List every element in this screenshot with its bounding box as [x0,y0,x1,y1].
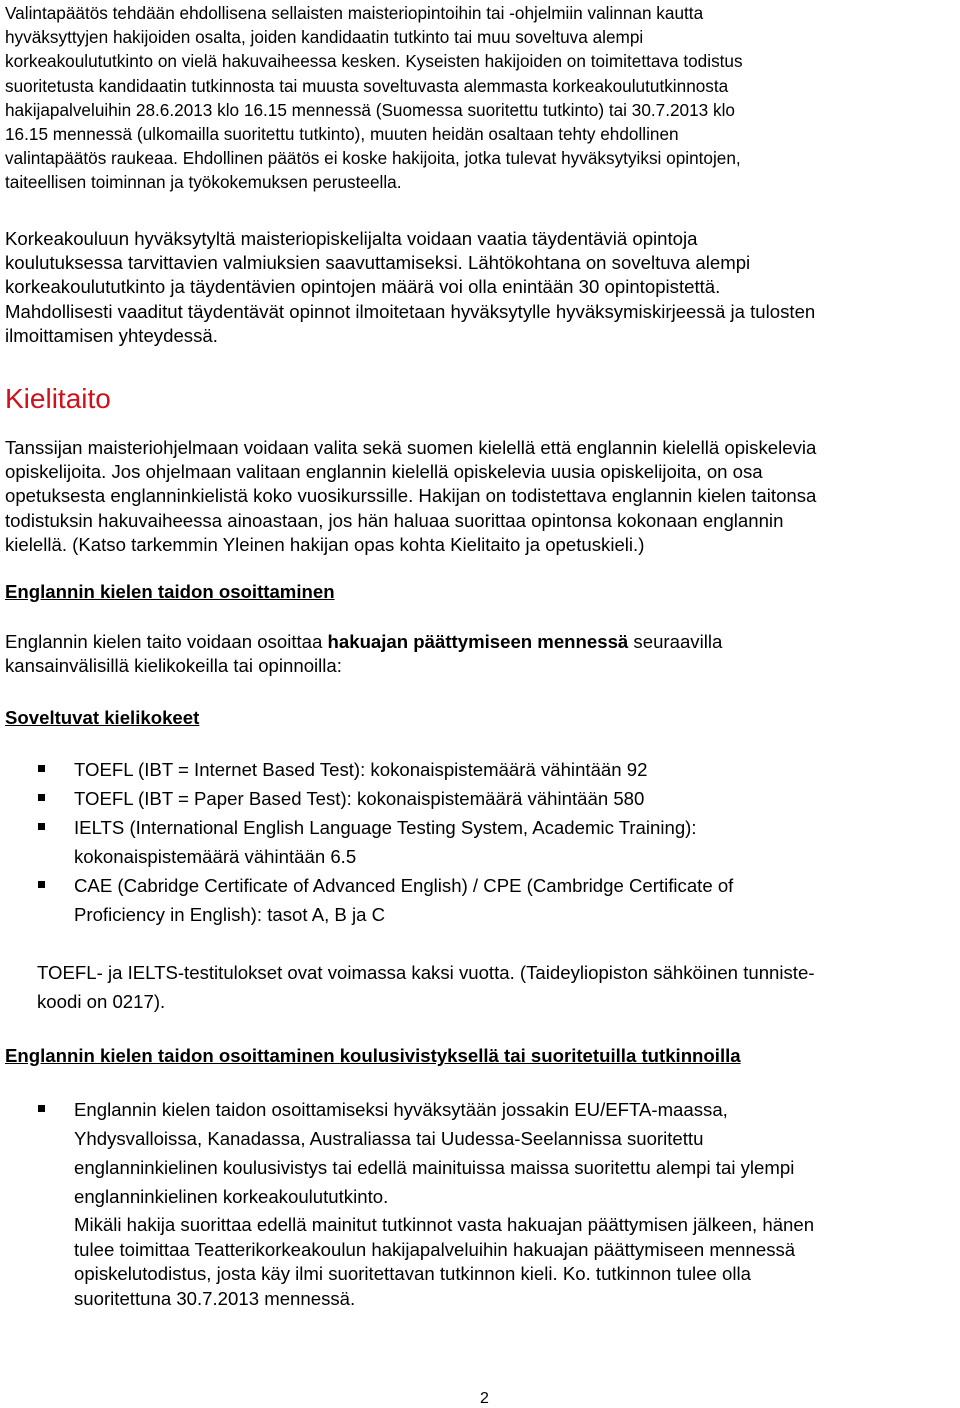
subheading-schooling [5,1044,741,1068]
subheading-language-tests-text: Soveltuvat kielikokeet [5,707,200,728]
language-line: opiskelijoita. Jos ohjelmaan valitaan englannin kielellä opiskelevia uusia opiskelijoita, on osa [5,461,763,483]
list-item-text: TOEFL (IBT = Paper Based Test): kokonaispistemäärä vähintään 580 [74,788,645,809]
list-item-text: IELTS (International English Language Testing System, Academic Training): [74,817,697,838]
validity-line: TOEFL- ja IELTS-testitulokset ovat voimassa kaksi vuotta. (Taideyliopiston sähköinen tunniste- [37,962,815,983]
list-item [35,755,955,784]
language-line: kielellä. (Katso tarkemmin Yleinen hakijan opas kohta Kielitaito ja opetuskieli.) [5,533,645,555]
intro-line: suoritetusta kandidaatin tutkinnosta tai muusta soveltuvasta alemmasta korkeakoulututkinnosta [5,75,729,96]
square-bullet-icon [38,794,45,801]
page-number: 2 [480,1390,489,1407]
square-bullet-icon [38,765,45,772]
list-item-text: TOEFL (IBT = Internet Based Test): kokonaispistemäärä vähintään 92 [74,759,648,780]
language-tests-list [35,755,955,929]
supplementary-line: koulutuksessa tarvittavien valmiuksien saavuttamiseksi. Lähtökohtana on soveltuva alempi [5,252,751,274]
language-line: opetuksesta englanninkielistä koko vuosikurssille. Hakijan on todistettava englannin kielen taitonsa [5,485,817,507]
square-bullet-icon [38,823,45,830]
intro-line: hyväksyttyjen hakijoiden osalta, joiden kandidaatin tutkinto tai muu soveltuva alempi [5,27,644,48]
square-bullet-icon [38,881,45,888]
list-item-text: Englannin kielen taidon osoittamiseksi hyväksytään jossakin EU/EFTA-maassa, [74,1099,728,1120]
proof-text-before: Englannin kielen taito voidaan osoittaa [5,631,328,652]
subheading-english-proof [5,580,335,604]
list-item [35,1095,955,1211]
intro-line: taiteellisen toiminnan ja työkokemuksen perusteella. [5,172,402,193]
proof-text-after: seuraavilla [628,631,723,652]
late-degree-line: Mikäli hakija suorittaa edellä mainitut tutkinnot vasta hakuajan päättymisen jälkeen, hänen [74,1214,815,1235]
intro-line: 16.15 mennessä (ulkomailla suoritettu tutkinto), muuten heidän osaltaan tehty ehdollinen [5,124,679,145]
language-paragraph [5,436,816,557]
proof-text-bold: hakuajan päättymiseen mennessä [327,631,629,652]
late-degree-paragraph [74,1213,954,1311]
proof-paragraph [5,630,722,678]
intro-line: korkeakoulututkinto on vielä hakuvaiheessa kesken. Kyseisten hakijoiden on toimitettava todistus [5,51,743,72]
proof-line: kansainvälisillä kielikokeilla tai opinnoilla: [5,655,342,677]
language-line: todistuksin hakuvaiheessa ainoastaan, jos hän haluaa suorittaa opintonsa kokonaan englannin [5,509,784,531]
supplementary-line: ilmoittamisen yhteydessä. [5,324,218,346]
subheading-english-proof-text: Englannin kielen taidon osoittaminen [5,581,335,602]
intro-line: valintapäätös raukeaa. Ehdollinen päätös ei koske hakijoita, jotka tulevat hyväksytyiksi opintojen, [5,148,741,169]
list-item-text: englanninkielinen korkeakoulututkinto. [74,1186,389,1207]
list-item-text: englanninkielinen koulusivistys tai edellä mainituissa maissa suoritettu alempi tai ylempi [74,1157,795,1178]
validity-line: koodi on 0217). [37,991,166,1012]
supplementary-line: Mahdollisesti vaaditut täydentävät opinnot ilmoitetaan hyväksytylle hyväksymiskirjeessä ja tulosten [5,300,816,322]
language-line: Tanssijan maisteriohjelmaan voidaan valita sekä suomen kielellä että englannin kielellä opiskelevia [5,437,817,458]
late-degree-line: tulee toimittaa Teatterikorkeakoulun hakijapalveluihin hakuajan päättymiseen mennessä [74,1238,796,1260]
supplementary-line: Korkeakouluun hyväksytyltä maisteriopiskelijalta voidaan vaatia täydentäviä opintoja [5,228,698,249]
square-bullet-icon [38,1105,45,1112]
subheading-schooling-text: Englannin kielen taidon osoittaminen koulusivistyksellä tai suoritetuilla tutkinnoilla [5,1045,741,1066]
late-degree-line: suoritettuna 30.7.2013 mennessä. [74,1287,356,1309]
list-item-text: CAE (Cabridge Certificate of Advanced English) / CPE (Cambridge Certificate of [74,875,734,896]
list-item [35,784,955,813]
validity-paragraph [37,958,960,1016]
list-item [35,813,955,871]
intro-line: hakijapalveluihin 28.6.2013 klo 16.15 mennessä (Suomessa suoritettu tutkinto) tai 30.7.2013 klo [5,99,735,120]
list-item [35,871,955,929]
list-item-text: Proficiency in English): tasot A, B ja C [74,904,386,925]
section-heading-kielitaito: Kielitaito [5,383,111,414]
late-degree-line: opiskelutodistus, josta käy ilmi suoritettavan tutkinnon kieli. Ko. tutkinnon tulee olla [74,1263,751,1284]
intro-paragraph [5,1,743,195]
intro-line: Valintapäätös tehdään ehdollisena sellaisten maisteriopintoihin tai -ohjelmiin valinnan kautta [5,3,704,23]
supplementary-studies-paragraph [5,227,815,348]
list-item-text: Yhdysvalloissa, Kanadassa, Australiassa tai Uudessa-Seelannissa suoritettu [74,1128,704,1149]
supplementary-line: korkeakoulututkinto ja täydentävien opintojen määrä voi olla enintään 30 opintopistettä. [5,276,721,298]
schooling-list [35,1095,955,1211]
list-item-text: kokonaispistemäärä vähintään 6.5 [74,846,357,867]
subheading-language-tests [5,706,199,730]
